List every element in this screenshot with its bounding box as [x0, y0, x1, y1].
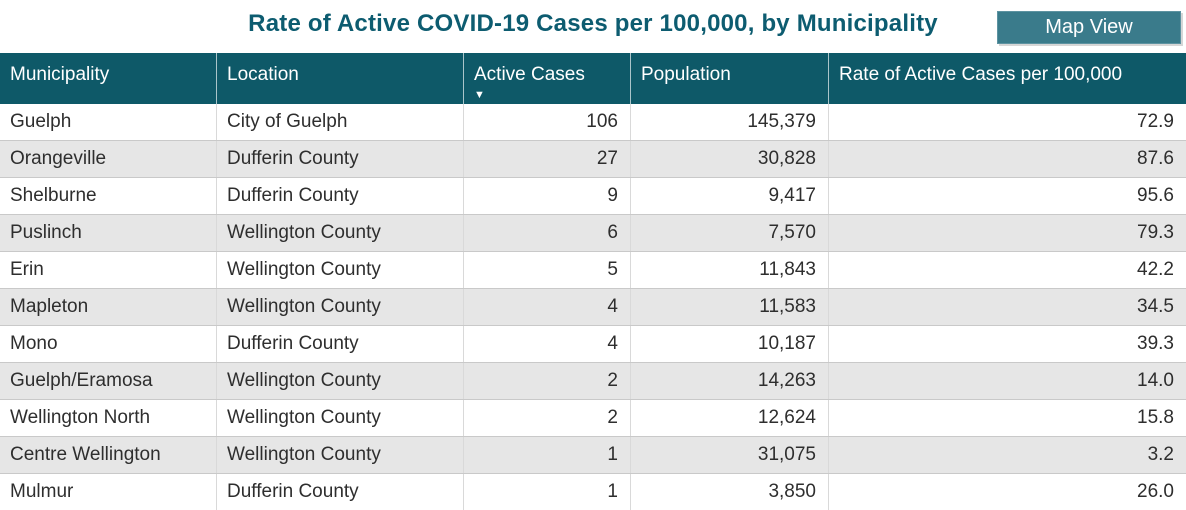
table-cell-population: 31,075 — [631, 437, 829, 473]
table-cell-municipality: Mono — [0, 326, 217, 362]
table-cell-rate: 34.5 — [1137, 296, 1174, 317]
table-cell-municipality: Guelph/Eramosa — [0, 363, 217, 399]
table-row[interactable] — [0, 141, 1186, 178]
table-cell-population: 14,263 — [631, 363, 829, 399]
sort-descending-icon: ▼ — [474, 89, 485, 101]
table-cell-location: Wellington County — [217, 215, 464, 251]
table-cell-location: Wellington County — [217, 363, 464, 399]
table-row[interactable] — [0, 437, 1186, 474]
table-cell-municipality: Wellington North — [0, 400, 217, 436]
table-cell-population: 7,570 — [631, 215, 829, 251]
column-header-label: Population — [641, 63, 731, 85]
table-cell-location: City of Guelph — [217, 104, 464, 140]
table-cell-population: 145,379 — [631, 104, 829, 140]
table-body — [0, 104, 1186, 510]
table-cell-location: Dufferin County — [217, 178, 464, 214]
table-cell-location: Wellington County — [217, 437, 464, 473]
table-cell-rate: 39.3 — [1137, 333, 1174, 354]
column-header-location[interactable] — [217, 53, 464, 104]
table-cell-active_cases: 106 — [464, 104, 631, 140]
table-cell-rate: 72.9 — [1137, 111, 1174, 132]
table-cell-active_cases: 2 — [464, 400, 631, 436]
table-cell-rate: 14.0 — [1137, 370, 1174, 391]
table-cell-active_cases: 1 — [464, 437, 631, 473]
table-row[interactable] — [0, 363, 1186, 400]
table-row[interactable] — [0, 326, 1186, 363]
table-cell-rate: 3.2 — [1147, 444, 1174, 465]
table-header-row — [0, 53, 1186, 104]
table-cell-active_cases: 27 — [464, 141, 631, 177]
table-cell-active_cases: 1 — [464, 474, 631, 510]
map-view-button[interactable]: Map View — [997, 11, 1181, 44]
column-header-municipality[interactable] — [0, 53, 217, 104]
table-cell-municipality: Orangeville — [0, 141, 217, 177]
table-row[interactable] — [0, 289, 1186, 326]
table-cell-rate: 79.3 — [1137, 222, 1174, 243]
table-cell-rate: 42.2 — [1137, 259, 1174, 280]
table-cell-municipality: Guelph — [0, 104, 217, 140]
column-header-label: Municipality — [10, 63, 110, 85]
table-cell-population: 11,843 — [631, 252, 829, 288]
table-cell-population: 11,583 — [631, 289, 829, 325]
column-header-rate[interactable] — [829, 53, 1186, 104]
table-row[interactable] — [0, 400, 1186, 437]
column-header-label: Active Cases — [474, 63, 585, 85]
table-cell-active_cases: 6 — [464, 215, 631, 251]
table-row[interactable] — [0, 178, 1186, 215]
table-row[interactable] — [0, 252, 1186, 289]
column-header-label: Rate of Active Cases per 100,000 — [839, 63, 1123, 85]
table-cell-municipality: Mapleton — [0, 289, 217, 325]
title-bar — [0, 0, 1186, 53]
table-cell-active_cases: 4 — [464, 289, 631, 325]
table-cell-location: Dufferin County — [217, 474, 464, 510]
table-cell-active_cases: 4 — [464, 326, 631, 362]
table-cell-location: Wellington County — [217, 289, 464, 325]
table-cell-rate: 87.6 — [1137, 148, 1174, 169]
table-cell-population: 3,850 — [631, 474, 829, 510]
table-row[interactable] — [0, 215, 1186, 252]
page-title: Rate of Active COVID-19 Cases per 100,000, by Municipality — [248, 10, 938, 37]
table-cell-rate: 26.0 — [1137, 481, 1174, 502]
table-row[interactable] — [0, 474, 1186, 510]
municipality-table — [0, 53, 1186, 510]
table-cell-rate: 15.8 — [1137, 407, 1174, 428]
table-cell-rate: 95.6 — [1137, 185, 1174, 206]
table-cell-location: Dufferin County — [217, 326, 464, 362]
table-cell-location: Wellington County — [217, 400, 464, 436]
table-row[interactable] — [0, 104, 1186, 141]
column-header-population[interactable] — [631, 53, 829, 104]
table-cell-population: 9,417 — [631, 178, 829, 214]
table-cell-active_cases: 9 — [464, 178, 631, 214]
table-cell-municipality: Erin — [0, 252, 217, 288]
column-header-label: Location — [227, 63, 299, 85]
table-cell-location: Wellington County — [217, 252, 464, 288]
table-cell-population: 10,187 — [631, 326, 829, 362]
table-cell-municipality: Mulmur — [0, 474, 217, 510]
table-cell-population: 30,828 — [631, 141, 829, 177]
table-cell-location: Dufferin County — [217, 141, 464, 177]
table-cell-population: 12,624 — [631, 400, 829, 436]
table-cell-municipality: Puslinch — [0, 215, 217, 251]
table-cell-municipality: Centre Wellington — [0, 437, 217, 473]
table-cell-municipality: Shelburne — [0, 178, 217, 214]
table-cell-active_cases: 2 — [464, 363, 631, 399]
column-header-active_cases[interactable] — [464, 53, 631, 104]
table-cell-active_cases: 5 — [464, 252, 631, 288]
